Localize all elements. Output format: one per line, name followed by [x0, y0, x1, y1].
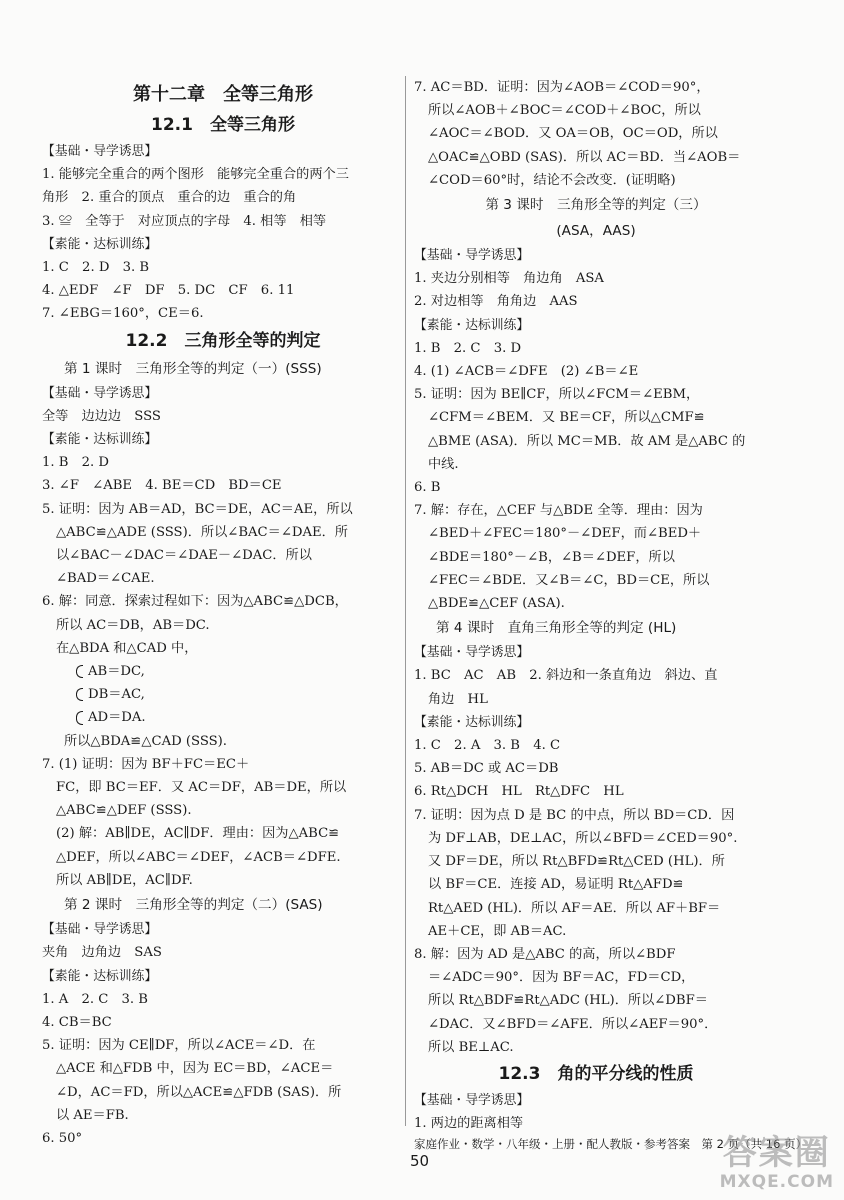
answer-line: 6. 50°	[42, 1130, 83, 1146]
answer-line: 角形 2. 重合的顶点 重合的边 重合的角	[42, 190, 297, 206]
lesson-heading: 第 2 课时 三角形全等的判定（二）(SAS)	[64, 897, 323, 914]
left-column	[42, 76, 404, 1150]
answer-line: △BDE≌△CEF (ASA).	[428, 596, 565, 612]
section-heading: 12.1 全等三角形	[151, 115, 295, 135]
answer-line: 1. B 2. C 3. D	[414, 340, 522, 356]
chapter-title: 第十二章 全等三角形	[133, 84, 313, 105]
answer-line: 1. A 2. C 3. B	[42, 991, 149, 1007]
answer-line: ∠BDE＝180°－∠B，∠B＝∠DEF，所以	[428, 549, 675, 565]
answer-line: (2) 解：AB∥DE，AC∥DF．理由：因为△ABC≌	[56, 826, 340, 842]
answer-line: 1. C 2. D 3. B	[42, 260, 150, 276]
category-tag: 【素能・达标训练】	[42, 236, 158, 252]
lesson-heading: 第 1 课时 三角形全等的判定（一）(SSS)	[64, 360, 322, 377]
category-tag: 【基础・导学诱思】	[414, 248, 530, 264]
answer-line: 1. BC AC AB 2. 斜边和一条直角边 斜边、直	[414, 668, 718, 684]
answer-line: △ABC≌△DEF (SSS).	[56, 803, 192, 819]
answer-line: 2. 对边相等 角角边 AAS	[414, 294, 578, 310]
answer-line: ∠AOC＝∠BOD．又 OA＝OB，OC＝OD，所以	[428, 126, 718, 142]
category-tag: 【素能・达标训练】	[42, 432, 158, 448]
category-tag: 【基础・导学诱思】	[414, 1092, 530, 1108]
lesson-heading: 第 4 课时 直角三角形全等的判定 (HL)	[436, 620, 677, 637]
answer-line: 为 DF⊥AB，DE⊥AC，所以∠BFD＝∠CED＝90°.	[428, 830, 738, 846]
answer-line: 1. 两边的距离相等	[414, 1116, 524, 1132]
answer-line: 角边 HL	[428, 691, 488, 707]
section-heading: 12.3 角的平分线的性质	[498, 1063, 694, 1084]
answer-line: 所以 AB∥DE，AC∥DF.	[56, 872, 193, 888]
answer-line: 5. AB＝DC 或 AC＝DB	[414, 761, 559, 777]
page-footer: 家庭作业・数学・八年级・上册・配人教版・参考答案 第 2 页（共 16 页）	[414, 1137, 808, 1151]
brace-equation: AD＝DA.	[42, 706, 404, 729]
answer-line: ∠CFM＝∠BEM．又 BE＝CF，所以△CMF≌	[428, 410, 705, 426]
answer-line: 又 DF＝DE，所以 Rt△BFD≌Rt△CED (HL)．所	[428, 854, 725, 870]
answer-line: △OAC≌△OBD (SAS)．所以 AC＝BD．当∠AOB＝	[428, 149, 741, 165]
category-tag: 【素能・达标训练】	[414, 317, 530, 333]
answer-line: ∠COD＝60°时，结论不会改变．(证明略)	[428, 172, 676, 188]
watermark-url: MXQE.COM	[719, 1172, 834, 1192]
answer-line: 所以 AC＝DB，AB＝DC.	[56, 617, 210, 633]
brace-equation: DB＝AC,	[42, 683, 404, 706]
answer-line: ＝∠ADC＝90°．因为 BF＝AC，FD＝CD，	[428, 970, 695, 986]
answer-line: 1. C 2. A 3. B 4. C	[414, 738, 561, 754]
answer-line: 夹角 边角边 SAS	[42, 945, 162, 961]
answer-line: 7. 解：存在，△CEF 与△BDE 全等．理由：因为	[414, 503, 703, 519]
answer-line: 4. CB＝BC	[42, 1014, 112, 1030]
lesson-heading: (ASA，AAS)	[556, 223, 636, 240]
category-tag: 【基础・导学诱思】	[42, 385, 158, 401]
answer-line: 3. ≌ 全等于 对应顶点的字母 4. 相等 相等	[42, 213, 327, 229]
column-divider	[405, 76, 406, 1126]
section-heading: 12.2 三角形全等的判定	[125, 330, 321, 351]
answer-line: △BME (ASA)．所以 MC＝MB．故 AM 是△ABC 的	[428, 433, 746, 449]
answer-line: 5. 证明：因为 CE∥DF，所以∠ACE＝∠D．在	[42, 1038, 316, 1054]
answer-line: 所以 Rt△BDF≌Rt△ADC (HL)．所以∠DBF＝	[428, 993, 708, 1009]
answer-line: 5. 证明：因为 BE∥CF，所以∠FCM＝∠EBM，	[414, 387, 700, 403]
answer-line: 8. 解：因为 AD 是△ABC 的高，所以∠BDF	[414, 946, 676, 962]
answer-line: 6. 解：同意．探索过程如下：因为△ABC≌△DCB，	[42, 594, 348, 610]
answer-line: 以∠BAC－∠DAC＝∠DAE－∠DAC．所以	[56, 548, 312, 564]
answer-line: 7. ∠EBG＝160°，CE＝6.	[42, 306, 204, 322]
answer-line: Rt△AED (HL)．所以 AF＝AE．所以 AF＋BF＝	[428, 900, 721, 916]
answer-line: △ACE 和△FDB 中，因为 EC＝BD，∠ACE＝	[56, 1061, 334, 1077]
category-tag: 【基础・导学诱思】	[414, 645, 530, 661]
answer-line: 中线.	[428, 456, 459, 472]
answer-line: 所以∠AOB＋∠BOC＝∠COD＋∠BOC，所以	[428, 103, 701, 119]
answer-line: ∠BAD＝∠CAE.	[56, 571, 155, 587]
brace-equation: AB＝DC,	[42, 660, 404, 683]
answer-line: 6. B	[414, 480, 441, 496]
right-column	[414, 76, 778, 1135]
answer-line: ∠BED＋∠FEC＝180°－∠DEF，而∠BED＋	[428, 526, 702, 542]
answer-line: △DEF，所以∠ABC＝∠DEF，∠ACB＝∠DFE.	[56, 849, 341, 865]
watermark	[720, 1134, 834, 1192]
lesson-heading: 第 3 课时 三角形全等的判定（三）	[485, 197, 707, 214]
answer-line: 1. B 2. D	[42, 455, 109, 471]
category-tag: 【素能・达标训练】	[42, 968, 158, 984]
answer-line: 4. △EDF ∠F DF 5. DC CF 6. 11	[42, 283, 295, 299]
page-number: 50	[410, 1152, 430, 1170]
answer-line: 5. 证明：因为 AB＝AD，BC＝DE，AC＝AE，所以	[42, 501, 353, 517]
answer-line: 在△BDA 和△CAD 中，	[56, 640, 198, 656]
category-tag: 【基础・导学诱思】	[42, 144, 158, 159]
answer-line: 以 AE＝FB.	[56, 1107, 129, 1123]
answer-line: 全等 边边边 SSS	[42, 408, 161, 424]
answer-line: △ABC≌△ADE (SSS)．所以∠BAC＝∠DAE．所	[56, 524, 348, 540]
answer-line: 4. (1) ∠ACB＝∠DFE (2) ∠B＝∠E	[414, 364, 639, 380]
answer-line: 7. 证明：因为点 D 是 BC 的中点，所以 BD＝CD．因	[414, 807, 735, 823]
category-tag: 【基础・导学诱思】	[42, 922, 158, 938]
category-tag: 【素能・达标训练】	[414, 714, 530, 730]
answer-line: ∠DAC．又∠BFD＝∠AFE．所以∠AEF＝90°．	[428, 1016, 718, 1032]
answer-line: 7. AC＝BD．证明：因为∠AOB＝∠COD＝90°，	[414, 80, 710, 95]
answer-line: AE＋CE，即 AB＝AC.	[428, 923, 567, 939]
answer-line: 所以△BDA≌△CAD (SSS).	[64, 733, 227, 749]
watermark-logo: 答案圈	[722, 1133, 831, 1173]
answer-line: ∠FEC＝∠BDE．又∠B＝∠C，BD＝CE，所以	[428, 572, 710, 588]
answer-line: 3. ∠F ∠ABE 4. BE＝CD BD＝CE	[42, 478, 282, 494]
answer-line: 所以 BE⊥AC.	[428, 1039, 514, 1055]
answer-line: 以 BF＝CE．连接 AD，易证明 Rt△AFD≌	[428, 877, 684, 893]
answer-line: FC，即 BC＝EF．又 AC＝DF，AB＝DE，所以	[56, 780, 347, 796]
answer-line: 1. 夹边分别相等 角边角 ASA	[414, 271, 604, 287]
answer-line: 6. Rt△DCH HL Rt△DFC HL	[414, 784, 624, 800]
answer-line: ∠D，AC＝FD，所以△ACE≌△FDB (SAS)．所	[56, 1084, 342, 1100]
answer-line: 7. (1) 证明：因为 BF＋FC＝EC＋	[42, 756, 250, 772]
answer-line: 1. 能够完全重合的两个图形 能够完全重合的两个三	[42, 167, 349, 183]
